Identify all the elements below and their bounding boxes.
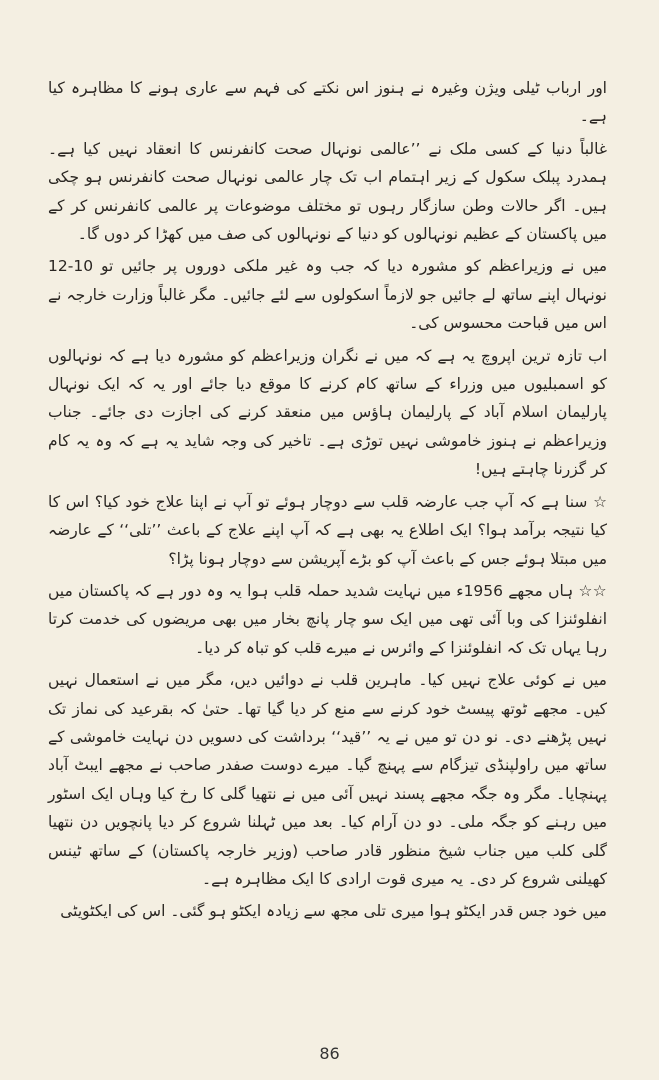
paragraph: غالباً دنیا کے کسی ملک نے ’’عالمی نونہال صحت کانفرنس کا انعقاد نہیں کیا ہے۔ ہمدرد پبلک سکول کے زیر اہتمام اب تک چار عالمی نونہال صحت کانفرنس ہو چکی ہیں۔ اگر حالات وطن سازگار رہوں تو مختلف موضوعات پر عالمی کانفرنس کر کے میں پاکستان کے عظیم نونہالوں کو دنیا کے نونہالوں کی صف میں کھڑا کر دوں گا۔ [48,139,607,244]
page-number: 86 [319,1044,340,1063]
paragraph: ☆ سنا ہے کہ آپ جب عارضہ قلب سے دوچار ہوئے تو آپ نے اپنا علاج خود کیا؟ اس کا کیا نتیجہ برآمد ہوا؟ ایک اطلاع یہ بھی ہے کہ آپ اپنے علاج کے باعث ’’تلی‘‘ کے عارضہ میں مبتلا ہوئے جس کے باعث آپ کو بڑے آپریشن سے دوچار ہونا پڑا؟ [48,492,607,568]
paragraph: اب تازہ ترین اپروچ یہ ہے کہ میں نے نگران وزیراعظم کو مشورہ دیا ہے کہ نونہالوں کو اسمبلیوں میں وزراء کے ساتھ کام کرنے کا موقع دیا جائے اور یہ کہ ایک نونہال پارلیمان اسلام آباد کے پارلیمان ہاؤس میں منعقد کرنے کی اجازت دی جائے۔ جناب وزیراعظم نے ہنوز خاموشی نہیں توڑی ہے۔ تاخیر کی وجہ شاید یہ ہے کہ وہ یہ کام کر گزرنا چاہتے ہیں! [48,346,607,479]
paragraph: میں خود جس قدر ایکٹو ہوا میری تلی مجھ سے زیادہ ایکٹو ہو گئی۔ اس کی ایکٹویٹی [60,902,607,921]
paragraph: میں نے کوئی علاج نہیں کیا۔ ماہرین قلب نے دوائیں دیں، مگر میں نے استعمال نہیں کیں۔ مجھے ٹوتھ پیسٹ خود کرنے سے منع کر دیا گیا تھا۔ حتیٰ کہ بقرعید کی نماز تک نہیں پڑھنے دی۔ نو دن تو میں نے یہ ’’قید‘‘ برداشت کی دسویں دن نہایت خاموشی کے ساتھ میں راولپنڈی تیزگام سے پہنچ گیا۔ میرے دوست صفدر صاحب نے مجھے ایبٹ آباد پہنچایا۔ مگر وہ جگہ مجھے پسند نہیں آئی میں نے نتھیا گلی کا رخ کیا وہاں ایک اسٹور میں رہنے کو جگہ ملی۔ دو دن آرام کیا۔ بعد میں ٹہلنا شروع کر دیا پانچویں دن نتھیا گلی کلب میں جناب شیخ منظور قادر صاحب (وزیر خارجہ پاکستان) کے ساتھ ٹینس کھیلنی شروع کر دی۔ یہ میری قوت ارادی کا ایک مظاہرہ ہے۔ [48,671,607,888]
paragraph: میں نے وزیراعظم کو مشورہ دیا کہ جب وہ غیر ملکی دوروں پر جائیں تو 10-12 نونہال اپنے ساتھ لے جائیں جو لازماً اسکولوں سے لئے جائیں۔ مگر غالباً وزارت خارجہ نے اس میں قباحت محسوس کی۔ [48,257,607,333]
paragraph: اور ارباب ٹیلی ویژن وغیرہ نے ہنوز اس نکتے کی فہم سے عاری ہونے کا مظاہرہ کیا ہے۔ [48,79,607,126]
body-text [48,74,607,926]
paragraph: ☆☆ ہاں مجھے 1956ء میں نہایت شدید حملہ قلب ہوا یہ وہ دور ہے کہ پاکستان میں انفلوئنزا کی وبا آئی تھی میں ایک سو چار پانچ بخار میں بھی مریضوں کی خدمت کرتا رہا یہاں تک کہ انفلوئنزا کے وائرس نے میرے قلب کو تباہ کر دیا۔ [48,581,607,657]
